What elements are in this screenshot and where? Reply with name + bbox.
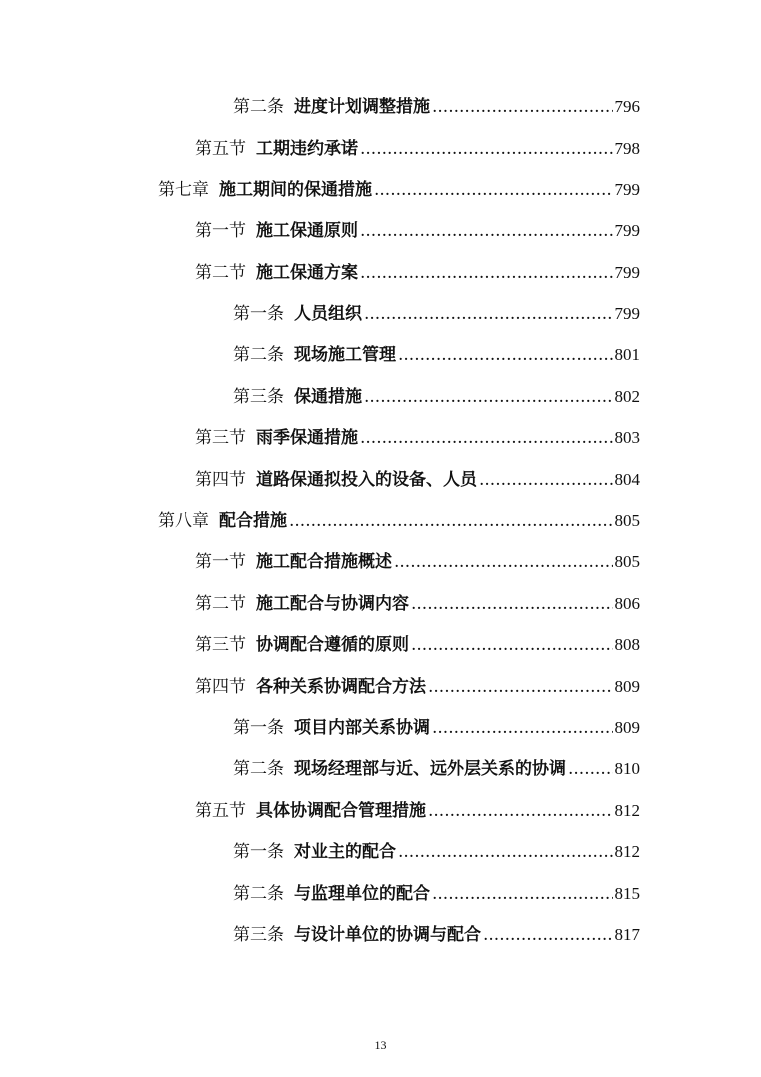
page-number-footer: 13 bbox=[374, 1038, 387, 1052]
toc-entry[interactable] bbox=[233, 916, 640, 946]
toc-leader-dots bbox=[364, 386, 613, 408]
toc-entry-page: 817 bbox=[614, 925, 640, 944]
toc-entry-page: 804 bbox=[614, 470, 640, 489]
toc-entry-page: 799 bbox=[614, 180, 640, 199]
toc-entry[interactable] bbox=[233, 875, 640, 905]
toc-entry-number: 第五节 bbox=[195, 139, 246, 159]
toc-entry[interactable] bbox=[195, 254, 640, 284]
toc-entry-page: 799 bbox=[614, 221, 640, 240]
toc-entry-page: 801 bbox=[614, 345, 640, 364]
toc-entry-page: 802 bbox=[614, 387, 640, 406]
toc-entry[interactable] bbox=[195, 543, 640, 573]
toc-entry-number: 第一节 bbox=[195, 221, 246, 241]
toc-entry-number: 第三条 bbox=[233, 387, 284, 407]
toc-entry[interactable] bbox=[233, 833, 640, 863]
toc-entry-page: 796 bbox=[614, 97, 640, 116]
toc-leader-dots bbox=[428, 800, 613, 822]
toc-leader-dots bbox=[479, 469, 613, 491]
toc-entry-number: 第一节 bbox=[195, 552, 246, 572]
toc-entry-number: 第二节 bbox=[195, 594, 246, 614]
toc-entry-page: 812 bbox=[614, 842, 640, 861]
toc-entry-title: 施工期间的保通措施 bbox=[219, 180, 372, 200]
toc-entry[interactable] bbox=[233, 750, 640, 780]
toc-entry-number: 第四节 bbox=[195, 677, 246, 697]
toc-entry-page: 799 bbox=[614, 263, 640, 282]
toc-entry[interactable] bbox=[195, 626, 640, 656]
toc-entry-number: 第一条 bbox=[233, 304, 284, 324]
toc-entry-title: 保通措施 bbox=[294, 387, 362, 407]
toc-entry-title: 道路保通拟投入的设备、人员 bbox=[256, 470, 477, 490]
toc-entry-title: 施工配合措施概述 bbox=[256, 552, 392, 572]
toc-leader-dots bbox=[360, 138, 613, 160]
toc-entry[interactable] bbox=[233, 88, 640, 118]
toc-entry-title: 各种关系协调配合方法 bbox=[256, 677, 426, 697]
toc-entry-title: 与设计单位的协调与配合 bbox=[294, 925, 481, 945]
toc-entry-page: 808 bbox=[614, 635, 640, 654]
toc-entry-number: 第三节 bbox=[195, 635, 246, 655]
toc-entry[interactable] bbox=[233, 378, 640, 408]
toc-entry[interactable] bbox=[195, 792, 640, 822]
toc-leader-dots bbox=[428, 676, 613, 698]
toc-entry-page: 809 bbox=[614, 718, 640, 737]
toc-entry-page: 812 bbox=[614, 801, 640, 820]
toc-entry-title: 对业主的配合 bbox=[294, 842, 396, 862]
toc-entry-title: 工期违约承诺 bbox=[256, 139, 358, 159]
toc-entry-number: 第二节 bbox=[195, 263, 246, 283]
toc-entry-title: 进度计划调整措施 bbox=[294, 97, 430, 117]
toc-entry-page: 810 bbox=[614, 759, 640, 778]
toc-entry[interactable] bbox=[195, 585, 640, 615]
toc-entry-number: 第二条 bbox=[233, 759, 284, 779]
toc-entry[interactable] bbox=[195, 130, 640, 160]
toc-entry-number: 第二条 bbox=[233, 97, 284, 117]
toc-entry[interactable] bbox=[233, 709, 640, 739]
toc-entry-page: 809 bbox=[614, 677, 640, 696]
toc-leader-dots bbox=[568, 758, 613, 780]
toc-leader-dots bbox=[398, 841, 613, 863]
toc-leader-dots bbox=[483, 924, 613, 946]
toc-leader-dots bbox=[289, 510, 613, 532]
toc-entry-title: 现场施工管理 bbox=[294, 345, 396, 365]
toc-leader-dots bbox=[411, 593, 613, 615]
toc-entry-title: 施工保通原则 bbox=[256, 221, 358, 241]
toc-entry-page: 803 bbox=[614, 428, 640, 447]
toc-entry-title: 具体协调配合管理措施 bbox=[256, 801, 426, 821]
toc-entry-title: 项目内部关系协调 bbox=[294, 718, 430, 738]
toc-entry[interactable] bbox=[195, 419, 640, 449]
toc-entry-page: 806 bbox=[614, 594, 640, 613]
toc-entry-number: 第二条 bbox=[233, 345, 284, 365]
toc-leader-dots bbox=[411, 634, 613, 656]
toc-entry-page: 798 bbox=[614, 139, 640, 158]
toc-entry-title: 施工配合与协调内容 bbox=[256, 594, 409, 614]
toc-entry[interactable] bbox=[233, 336, 640, 366]
toc-entry-page: 805 bbox=[614, 511, 640, 530]
toc-entry-number: 第四节 bbox=[195, 470, 246, 490]
toc-leader-dots bbox=[432, 717, 613, 739]
toc-leader-dots bbox=[432, 883, 613, 905]
toc-entry-title: 与监理单位的配合 bbox=[294, 884, 430, 904]
toc-entry-number: 第三节 bbox=[195, 428, 246, 448]
toc-entry-number: 第七章 bbox=[158, 180, 209, 200]
toc-entry[interactable] bbox=[158, 171, 640, 201]
toc-leader-dots bbox=[360, 427, 613, 449]
toc-entry-title: 协调配合遵循的原则 bbox=[256, 635, 409, 655]
toc-entry-number: 第二条 bbox=[233, 884, 284, 904]
toc-entry-title: 现场经理部与近、远外层关系的协调 bbox=[294, 759, 566, 779]
toc-entry-page: 799 bbox=[614, 304, 640, 323]
toc-entry[interactable] bbox=[195, 212, 640, 242]
toc-entry-page: 815 bbox=[614, 884, 640, 903]
toc-entry-title: 人员组织 bbox=[294, 304, 362, 324]
toc-leader-dots bbox=[374, 179, 613, 201]
toc-entry[interactable] bbox=[195, 668, 640, 698]
toc-entry[interactable] bbox=[195, 461, 640, 491]
toc-leader-dots bbox=[360, 220, 613, 242]
toc-entry-number: 第一条 bbox=[233, 842, 284, 862]
toc-leader-dots bbox=[398, 344, 613, 366]
toc-entry-title: 雨季保通措施 bbox=[256, 428, 358, 448]
toc-entry-number: 第八章 bbox=[158, 511, 209, 531]
toc-leader-dots bbox=[394, 551, 613, 573]
toc-entry-number: 第一条 bbox=[233, 718, 284, 738]
toc-leader-dots bbox=[432, 96, 613, 118]
toc-entry-page: 805 bbox=[614, 552, 640, 571]
toc-leader-dots bbox=[364, 303, 613, 325]
toc-entry[interactable] bbox=[233, 295, 640, 325]
toc-entry-number: 第三条 bbox=[233, 925, 284, 945]
toc-entry-number: 第五节 bbox=[195, 801, 246, 821]
toc-entry[interactable] bbox=[158, 502, 640, 532]
toc-leader-dots bbox=[360, 262, 613, 284]
toc-entry-title: 施工保通方案 bbox=[256, 263, 358, 283]
toc-entry-title: 配合措施 bbox=[219, 511, 287, 531]
